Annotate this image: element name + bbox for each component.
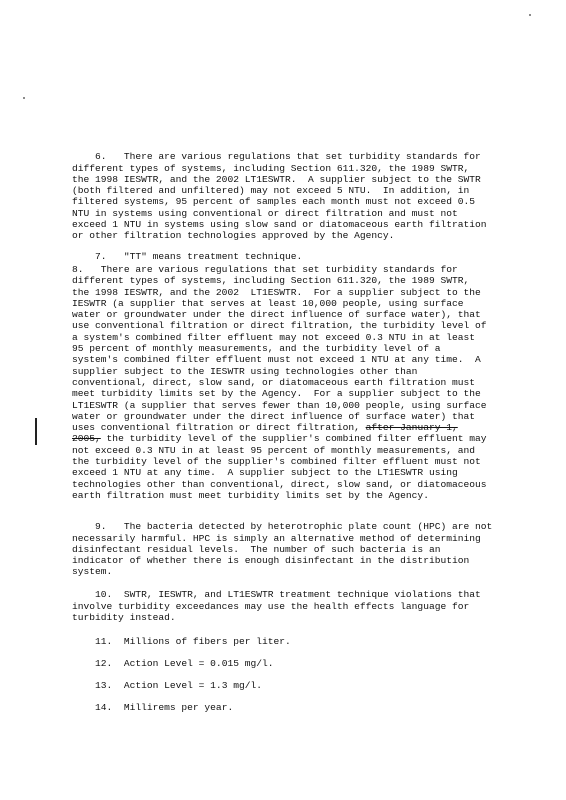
note-6-text: 6. There are various regulations that set turbidity standards for different types of systems, including Section 611.320, the 1989 SWTR, the 1998 IESWTR, and the 2002 LT1ESWTR. A supplier subject to the SWTR (both filtered and unfiltered) may not exceed 5 NTU. In addition, in filtered systems, 95 percent of samples each month must not exceed 0.5 NTU in systems using conventional or direct filtration and must not exceed 1 NTU in systems using slow sand or diatomaceous earth filtration or other filtration technologies approved by the Agency.: [72, 151, 487, 242]
revision-bar: [35, 418, 37, 445]
note-10-text: 10. SWTR, IESWTR, and LT1ESWTR treatment technique violations that involve turbidity exceedances may use the health effects language for turbidity instead.: [72, 589, 481, 623]
note-14-text: 14. Millirems per year.: [95, 702, 234, 714]
note-8-text-part1: 8. There are various regulations that set turbidity standards for different types of systems, including Section 611.320, the 1989 SWTR, the 1998 IESWTR, and the 2002 LT1ESWTR. For a supplier subject to the IESWTR (a supplier that serves at least 10,000 people, using surface water or groundwater under the direct influence of surface water), that use conventional filtration or direct filtration, the turbidity level of a system's combined filter effluent may not exceed 0.3 NTU in at least 95 percent of monthly measurements, and the turbidity level of a system's combined filter effluent must not exceed 1 NTU at any time. A supplier subject to the IESWTR using technologies other than conventional, direct, slow sand, or diatomaceous earth filtration must meet turbidity limits set by the Agency. For a supplier subject to the LT1ESWTR (a supplier that serves fewer than 10,000 people, using surface water or groundwater under the direct influence of surface water) that uses conventional filtration or direct filtration,: [72, 264, 487, 434]
scan-speck: [23, 97, 25, 99]
note-6: [72, 140, 508, 253]
note-9-text: 9. The bacteria detected by heterotrophic plate count (HPC) are not necessarily harmful. HPC is simply an alternative method of determining disinfectant residual levels. The number of such bacteria is an indicator of whether there is enough disinfectant in the distribution system.: [72, 521, 493, 578]
note-8: [72, 264, 508, 501]
note-11-text: 11. Millions of fibers per liter.: [95, 636, 291, 648]
note-13-text: 13. Action Level = 1.3 mg/l.: [95, 680, 262, 692]
note-8-struck-text: after January 1, 2005,: [72, 422, 458, 445]
note-7-text: 7. "TT" means treatment technique.: [95, 251, 303, 263]
scan-speck: [529, 14, 531, 16]
note-14: [72, 691, 508, 725]
note-8-text-part2: the turbidity level of the supplier's combined filter effluent may not exceed 0.3 NTU in at least 95 percent of monthly measurements, and the turbidity level of the supplier's combined filter effluent must not exceed 1 NTU at any time. A supplier subject to the LT1ESWTR using technologies other than conventional, direct, slow sand, or diatomaceous earth filtration must meet turbidity limits set by the Agency.: [72, 433, 487, 501]
note-12-text: 12. Action Level = 0.015 mg/l.: [95, 658, 274, 670]
